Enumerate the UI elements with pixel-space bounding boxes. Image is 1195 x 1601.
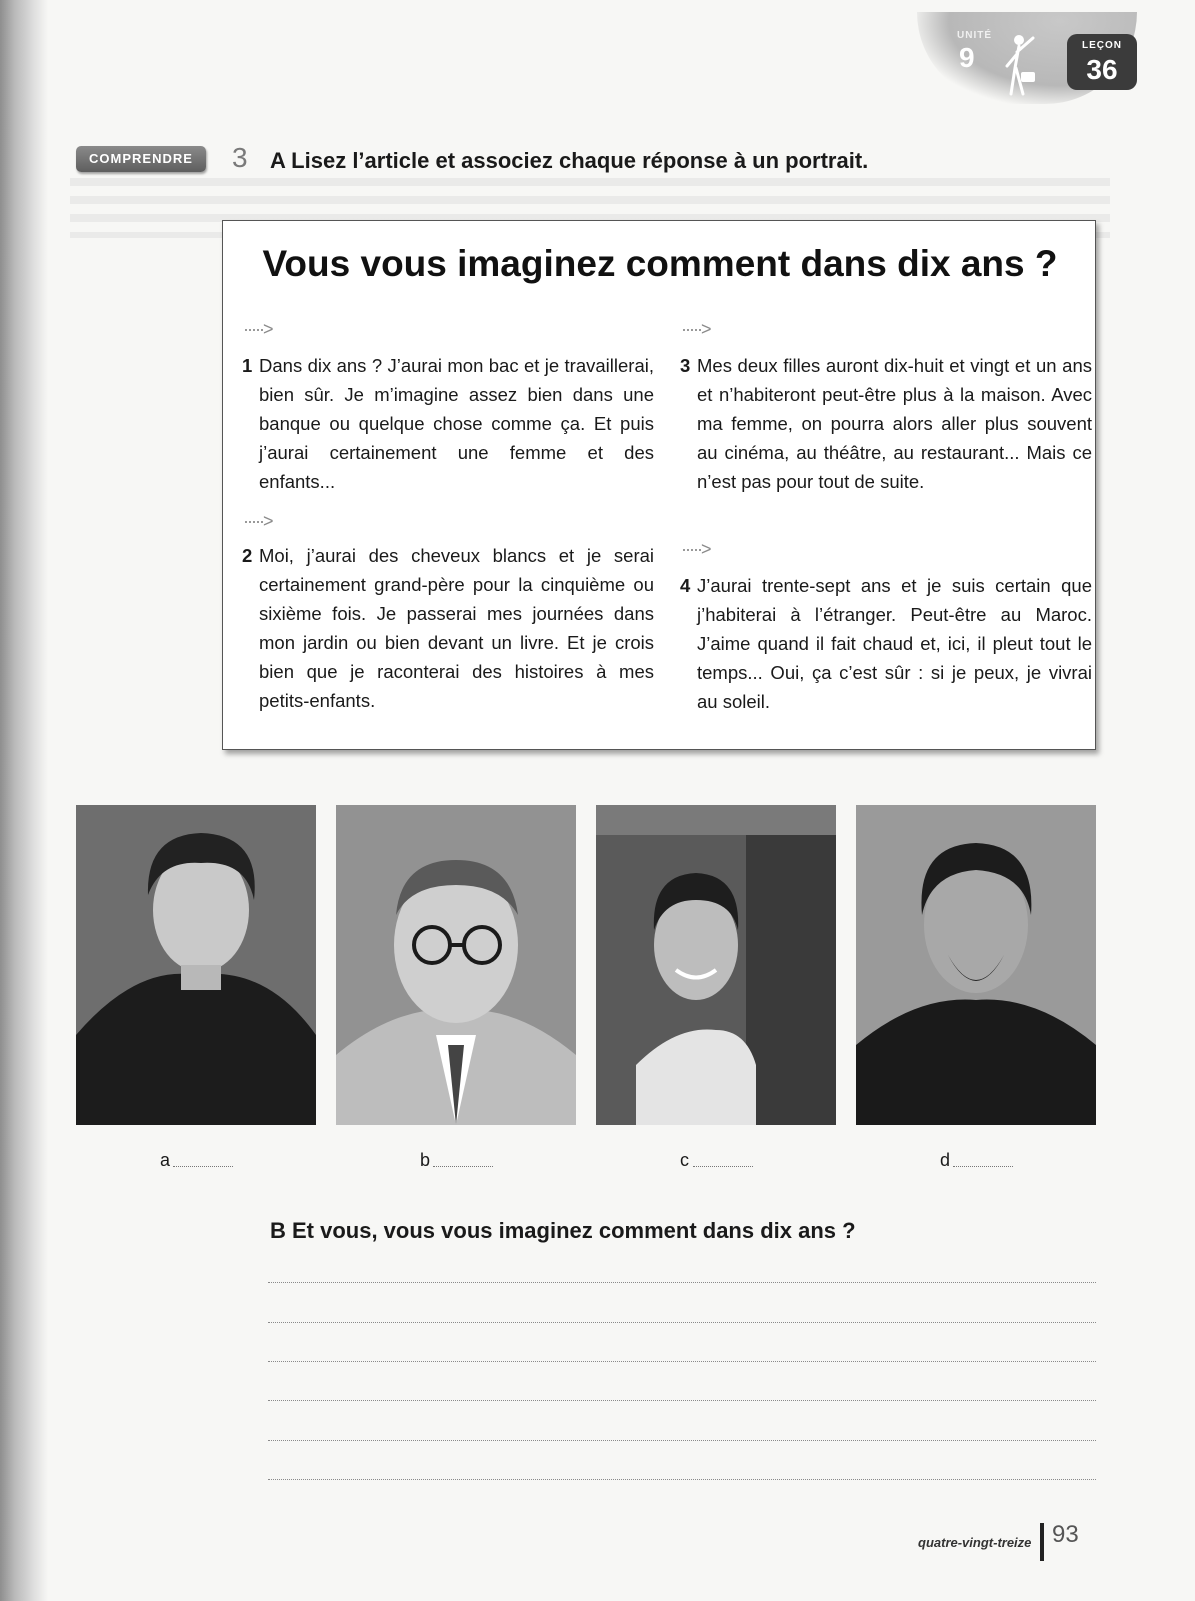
article-box: [222, 220, 1096, 750]
writing-line[interactable]: [268, 1479, 1096, 1480]
portrait-c-photo: [596, 805, 836, 1125]
answer-3: [680, 351, 1092, 496]
answer-number: 3: [680, 355, 691, 376]
portrait-c-answer-line[interactable]: [693, 1166, 753, 1167]
answer-text: Dans dix ans ? J’aurai mon bac et je travaillerai, bien sûr. Je m’imagine assez bien dans une banque ou quelque chose comme ça. Et puis j’aurai certainement une femme et des enfants...: [259, 355, 654, 492]
writing-line[interactable]: [268, 1440, 1096, 1441]
answer-number: 1: [242, 355, 253, 376]
exercise-instruction: A Lisez l’article et associez chaque réponse à un portrait.: [270, 148, 869, 173]
portrait-d-answer-line[interactable]: [953, 1166, 1013, 1167]
traveller-figure-icon: [999, 32, 1039, 98]
unit-lesson-badge: [917, 12, 1137, 104]
page-number: 93: [1052, 1521, 1079, 1548]
exercise-number: 3: [232, 142, 248, 173]
writing-line[interactable]: [268, 1361, 1096, 1362]
dotted-arrow-icon: ·····>: [243, 319, 272, 339]
answer-4: [680, 571, 1092, 716]
portrait-b-label: b: [420, 1150, 431, 1170]
lecon-number: 36: [1086, 54, 1118, 85]
portrait-d-label: d: [940, 1150, 951, 1170]
lecon-box: [1067, 34, 1137, 90]
dotted-arrow-icon: ·····>: [243, 511, 272, 531]
portrait-d-photo: [856, 805, 1096, 1125]
portrait-a-photo: [76, 805, 316, 1125]
page-number-words: quatre-vingt-treize: [918, 1535, 1032, 1550]
footer-divider: [1040, 1523, 1044, 1561]
unite-label: UNITÉ: [957, 30, 992, 41]
answer-number: 2: [242, 545, 253, 566]
page-spine-shadow: [0, 0, 48, 1601]
dotted-arrow-icon: ·····>: [681, 539, 710, 559]
portrait-b-answer-line[interactable]: [433, 1166, 493, 1167]
answer-text: J’aurai trente-sept ans et je suis certain que j’habiterai à l’étranger. Peut-être au Maroc. J’aime quand il fait chaud et, ici, il pleut tout le temps... Oui, ça c’est sûr : si je peux, je vivrai au soleil.: [697, 575, 1092, 712]
article-title: Vous vous imaginez comment dans dix ans ?: [262, 243, 1058, 284]
comprendre-tag: COMPRENDRE: [76, 146, 206, 172]
portrait-c-label: c: [680, 1150, 689, 1170]
unite-number: 9: [959, 42, 975, 73]
portrait-a-label: a: [160, 1150, 171, 1170]
portrait-a-answer-line[interactable]: [173, 1166, 233, 1167]
answer-text: Moi, j’aurai des cheveux blancs et je serai certainement grand-père pour la cinquième ou sixième fois. Je passerai mes journées dans mon jardin ou bien devant un livre. Et je crois bien que je raconterai des histoires à mes petits-enfants.: [259, 545, 654, 711]
lecon-label: LEÇON: [1082, 40, 1122, 51]
dotted-arrow-icon: ·····>: [681, 319, 710, 339]
answer-number: 4: [680, 575, 691, 596]
answer-text: Mes deux filles auront dix-huit et vingt et un ans et n’habiteront peut-être plus à la maison. Avec ma femme, on pourra alors aller plus souvent au cinéma, au théâtre, au restaurant... Mais ce n’est pas pour tout de suite.: [697, 355, 1092, 492]
writing-line[interactable]: [268, 1322, 1096, 1323]
writing-line[interactable]: [268, 1282, 1096, 1283]
part-b-question: B Et vous, vous vous imaginez comment dans dix ans ?: [270, 1218, 856, 1243]
writing-line[interactable]: [268, 1400, 1096, 1401]
answer-2: [242, 541, 654, 715]
portrait-b-photo: [336, 805, 576, 1125]
answer-1: [242, 351, 654, 496]
